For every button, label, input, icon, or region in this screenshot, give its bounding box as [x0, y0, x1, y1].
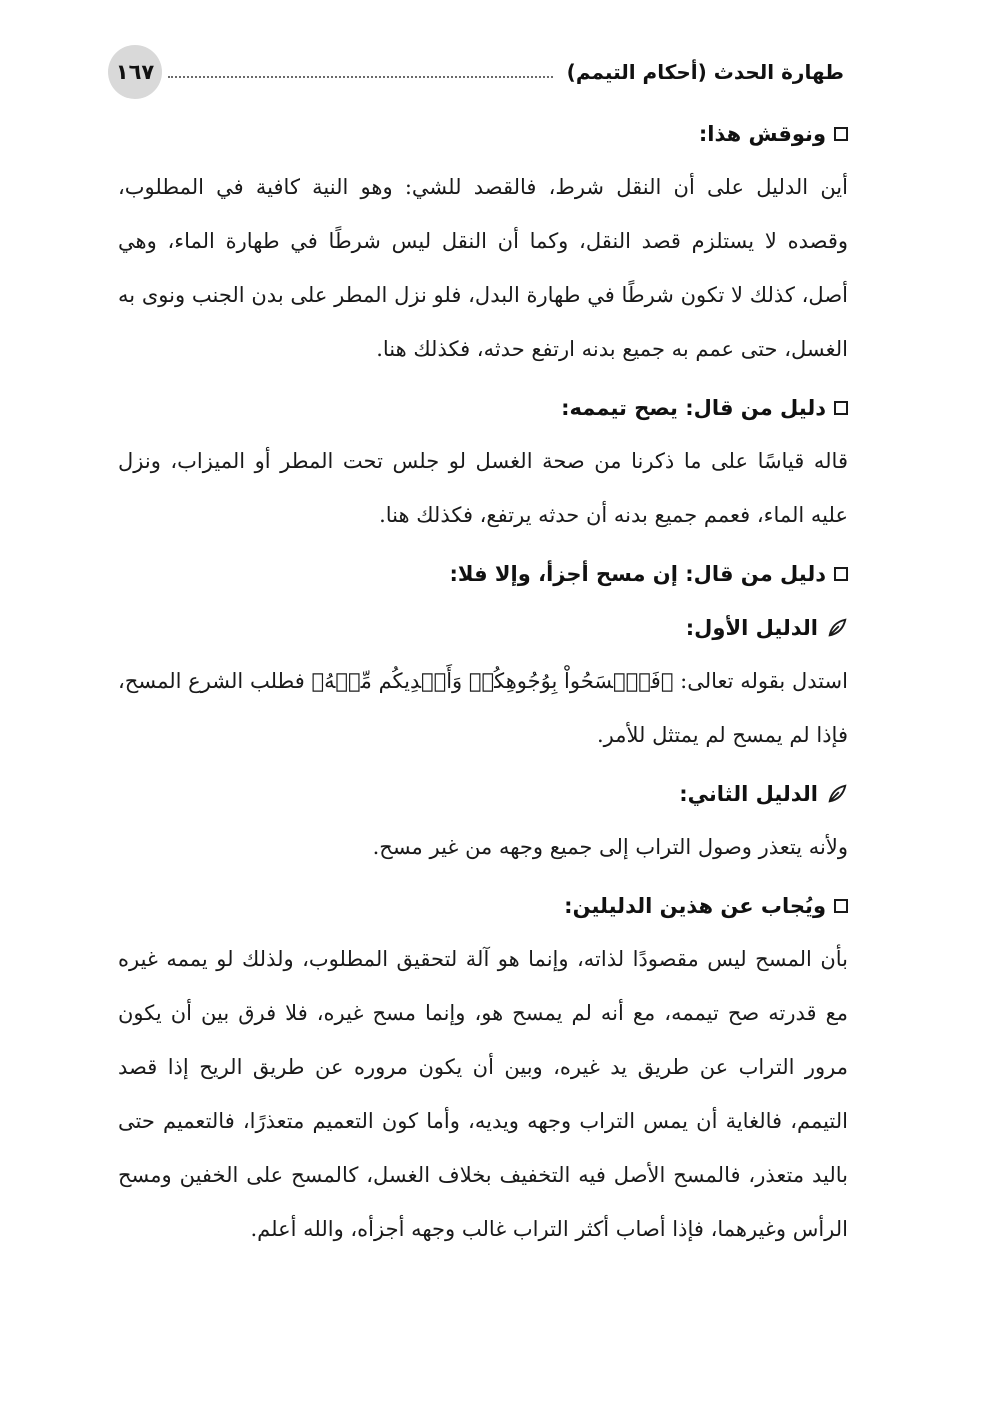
section-heading: [118, 382, 848, 434]
paragraph: قاله قياسًا على ما ذكرنا من صحة الغسل لو جلس تحت المطر أو الميزاب، ونزل عليه الماء، فعمم جميع بدنه أن حدثه يرتفع، فكذلك هنا.: [118, 449, 848, 527]
section-heading: [118, 880, 848, 932]
section-heading: [118, 108, 848, 160]
heading-text: ويُجاب عن هذين الدليلين:: [564, 894, 826, 918]
page-content: [118, 106, 848, 1262]
section-heading: [118, 548, 848, 600]
heading-text: دليل من قال: إن مسح أجزأ، وإلا فلا:: [449, 562, 826, 586]
checkbox-icon: [834, 899, 848, 913]
running-header: [108, 44, 844, 100]
paragraph: ولأنه يتعذر وصول التراب إلى جميع وجهه من غير مسح.: [372, 835, 848, 859]
paragraph: بأن المسح ليس مقصودًا لذاته، وإنما هو آلة لتحقيق المطلوب، ولذلك لو يممه غيره مع قدرته صح تيممه، مع أنه لم يمسح هو، وإنما مسح غيره، فلا فرق بين أن يكون مرور التراب عن طريق يد غيره، وبين أن يكون مروره عن طريق الريح إذا قصد التيمم، فالغاية أن يمس التراب وجهه ويديه، وأما كون التعميم متعذرًا، فالتعميم حتى باليد متعذر، فالمسح الأصل فيه التخفيف بخلاف الغسل، كالمسح على الخفين ومسح الرأس وغيرهما، فإذا أصاب أكثر التراب غالب وجهه أجزأه، والله أعلم.: [118, 947, 848, 1241]
heading-text: دليل من قال: يصح تيممه:: [561, 396, 826, 420]
checkbox-icon: [834, 567, 848, 581]
leaf-icon: [826, 617, 848, 639]
paragraph-with-quran-verse: استدل بقوله تعالى: ﴿فَٱمۡسَحُواْ بِوُجُوهِكُمۡ وَأَيۡدِيكُم مِّنۡهُ﴾ فطلب الشرع المسح، فإذا لم يمسح لم يمتثل للأمر.: [118, 669, 848, 747]
sub-heading: [118, 768, 848, 820]
checkbox-icon: [834, 401, 848, 415]
page-number: ١٦٧: [108, 45, 162, 99]
checkbox-icon: [834, 127, 848, 141]
sub-heading: [118, 602, 848, 654]
paragraph: أين الدليل على أن النقل شرط، فالقصد للشي: وهو النية كافية في المطلوب، وقصده لا يستلزم قصد النقل، وكما أن النقل ليس شرطًا في طهارة الماء، وهي أصل، كذلك لا تكون شرطًا في طهارة البدل، فلو نزل المطر على بدن الجنب ونوى به الغسل، حتى عمم به جميع بدنه ارتفع حدثه، فكذلك هنا.: [118, 175, 848, 361]
heading-text: ونوقش هذا:: [698, 122, 826, 146]
leaf-icon: [826, 783, 848, 805]
heading-text: الدليل الأول:: [685, 616, 818, 640]
heading-text: الدليل الثاني:: [679, 782, 818, 806]
header-dotted-leader: [168, 76, 553, 78]
running-title: طهارة الحدث (أحكام التيمم): [566, 60, 844, 84]
